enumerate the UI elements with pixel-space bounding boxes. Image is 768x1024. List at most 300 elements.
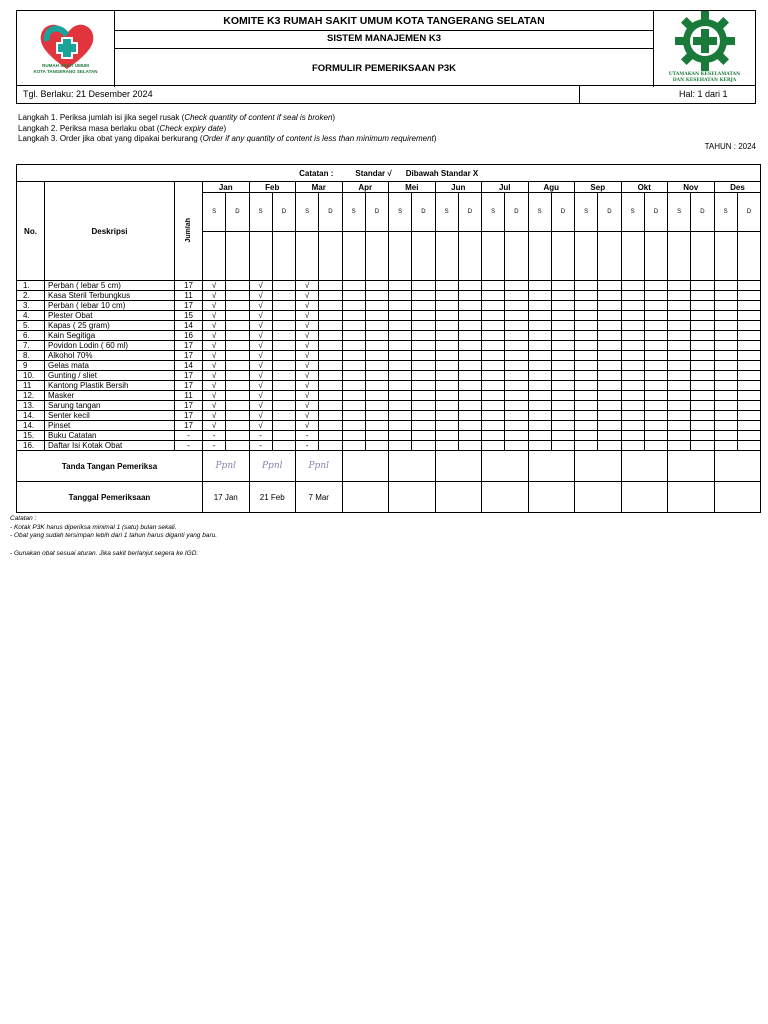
instruction-steps: [18, 113, 436, 145]
check-cell: [342, 361, 365, 371]
check-cell: [365, 301, 388, 311]
row-description: Senter kecil: [45, 411, 175, 421]
check-cell: [505, 321, 528, 331]
check-cell: [505, 311, 528, 321]
row-no: 9: [17, 361, 45, 371]
check-cell: [668, 431, 691, 441]
table-row: [17, 421, 761, 431]
check-cell: [482, 391, 505, 401]
check-cell: [365, 401, 388, 411]
check-cell: [272, 401, 295, 411]
check-cell: [551, 411, 574, 421]
sub-d: D: [551, 193, 574, 232]
check-cell: [389, 431, 412, 441]
row-description: Gunting / sliet: [45, 371, 175, 381]
check-cell: [528, 391, 551, 401]
check-cell: [668, 311, 691, 321]
check-cell: [365, 281, 388, 291]
check-cell: [644, 361, 667, 371]
check-cell: [458, 301, 481, 311]
check-cell: [272, 361, 295, 371]
check-cell: [668, 401, 691, 411]
check-cell: -: [296, 431, 319, 441]
step-3: Langkah 3. Order jika obat yang dipakai berkurang (Order if any quantity of content is less than minimum requirement): [18, 134, 437, 143]
table-row: [17, 381, 761, 391]
check-cell: [621, 391, 644, 401]
check-cell: √: [203, 341, 226, 351]
check-cell: √: [249, 281, 272, 291]
check-cell: √: [249, 341, 272, 351]
table-row: [17, 361, 761, 371]
check-cell: [342, 421, 365, 431]
blank-cell: [482, 232, 505, 281]
check-cell: √: [203, 411, 226, 421]
k3-logo-text: UTAMAKAN KESELAMATAN: [668, 72, 741, 77]
check-cell: [272, 331, 295, 341]
check-cell: [342, 381, 365, 391]
check-cell: [714, 421, 737, 431]
check-cell: [505, 371, 528, 381]
blank-cell: [714, 232, 737, 281]
check-cell: √: [203, 291, 226, 301]
check-cell: [342, 401, 365, 411]
check-cell: [342, 311, 365, 321]
check-cell: [714, 291, 737, 301]
check-cell: [342, 331, 365, 341]
table-row: [17, 391, 761, 401]
row-description: Pinset: [45, 421, 175, 431]
signature-cell: [482, 451, 529, 482]
check-cell: [528, 331, 551, 341]
check-cell: [714, 381, 737, 391]
check-cell: √: [249, 361, 272, 371]
check-cell: [319, 361, 342, 371]
step-1: Langkah 1. Periksa jumlah isi jika segel rusak (Check quantity of content if seal is broken): [18, 113, 336, 122]
check-cell: [528, 371, 551, 381]
month-header: Nov: [668, 182, 715, 193]
check-cell: [505, 341, 528, 351]
check-cell: √: [296, 391, 319, 401]
date-cell: [389, 482, 436, 513]
check-cell: [435, 371, 458, 381]
check-cell: [644, 291, 667, 301]
check-cell: √: [296, 341, 319, 351]
check-cell: [226, 411, 249, 421]
check-cell: [435, 341, 458, 351]
check-cell: [691, 281, 714, 291]
date-cell: [621, 482, 668, 513]
check-cell: [319, 281, 342, 291]
check-cell: [505, 301, 528, 311]
blank-cell: [575, 232, 598, 281]
legend-standard: Standar √: [355, 168, 392, 178]
check-cell: √: [249, 321, 272, 331]
table-row: [17, 371, 761, 381]
check-cell: [644, 311, 667, 321]
check-cell: [528, 441, 551, 451]
col-no: No.: [17, 182, 45, 281]
check-cell: [319, 341, 342, 351]
check-cell: [644, 391, 667, 401]
check-cell: [691, 331, 714, 341]
sub-d: D: [412, 193, 435, 232]
check-cell: [319, 411, 342, 421]
check-cell: [389, 341, 412, 351]
check-cell: [714, 331, 737, 341]
check-cell: [458, 321, 481, 331]
check-cell: [389, 311, 412, 321]
col-description: Deskripsi: [45, 182, 175, 281]
row-description: Sarung tangan: [45, 401, 175, 411]
check-cell: √: [203, 401, 226, 411]
check-cell: [482, 441, 505, 451]
check-cell: √: [249, 401, 272, 411]
check-cell: [342, 441, 365, 451]
check-cell: [226, 351, 249, 361]
check-cell: [272, 281, 295, 291]
row-no: 10.: [17, 371, 45, 381]
check-cell: [482, 281, 505, 291]
check-cell: √: [296, 361, 319, 371]
check-cell: [412, 401, 435, 411]
row-no: 8.: [17, 351, 45, 361]
check-cell: [226, 371, 249, 381]
table-row: [17, 301, 761, 311]
date-cell: [575, 482, 622, 513]
check-cell: [551, 351, 574, 361]
table-row: [17, 341, 761, 351]
row-description: Daftar Isi Kotak Obat: [45, 441, 175, 451]
check-cell: [458, 441, 481, 451]
check-cell: [575, 391, 598, 401]
check-cell: [505, 391, 528, 401]
month-header: Jan: [203, 182, 250, 193]
check-cell: [714, 401, 737, 411]
check-cell: [412, 311, 435, 321]
signature-label: Tanda Tangan Pemeriksa: [17, 451, 203, 482]
sub-d: D: [365, 193, 388, 232]
check-cell: [458, 431, 481, 441]
check-cell: -: [203, 441, 226, 451]
check-cell: [598, 381, 621, 391]
check-cell: [644, 381, 667, 391]
check-cell: √: [296, 371, 319, 381]
check-cell: [458, 281, 481, 291]
check-cell: [272, 441, 295, 451]
blank-cell: [249, 232, 272, 281]
check-cell: [482, 381, 505, 391]
blank-cell: [365, 232, 388, 281]
check-cell: [644, 411, 667, 421]
check-cell: [505, 331, 528, 341]
check-cell: [389, 391, 412, 401]
check-cell: √: [296, 321, 319, 331]
date-cell: 21 Feb: [249, 482, 296, 513]
check-cell: [458, 421, 481, 431]
check-cell: [435, 401, 458, 411]
table-row: [17, 311, 761, 321]
check-cell: [272, 421, 295, 431]
check-cell: [714, 351, 737, 361]
check-cell: [365, 311, 388, 321]
check-cell: [272, 291, 295, 301]
check-cell: [737, 341, 761, 351]
sub-s: S: [203, 193, 226, 232]
check-cell: [714, 321, 737, 331]
org-title: KOMITE K3 RUMAH SAKIT UMUM KOTA TANGERANG SELATAN: [223, 15, 545, 27]
check-cell: [319, 351, 342, 361]
row-quantity: 15: [175, 311, 203, 321]
check-cell: [644, 401, 667, 411]
check-cell: [528, 311, 551, 321]
legend-catatan: Catatan :: [299, 168, 334, 178]
table-row: [17, 441, 761, 451]
check-cell: [621, 311, 644, 321]
row-description: Perban ( lebar 5 cm): [45, 281, 175, 291]
row-description: Povidon Lodin ( 60 ml): [45, 341, 175, 351]
sub-d: D: [505, 193, 528, 232]
row-description: Perban ( lebar 10 cm): [45, 301, 175, 311]
sub-s: S: [342, 193, 365, 232]
check-cell: [737, 361, 761, 371]
check-cell: √: [203, 311, 226, 321]
check-cell: [272, 391, 295, 401]
row-no: 7.: [17, 341, 45, 351]
check-cell: [551, 341, 574, 351]
check-cell: [575, 431, 598, 441]
check-cell: [319, 391, 342, 401]
check-cell: [458, 411, 481, 421]
check-cell: [528, 291, 551, 301]
month-header: Agu: [528, 182, 575, 193]
sub-s: S: [668, 193, 691, 232]
check-cell: [365, 351, 388, 361]
check-cell: [342, 281, 365, 291]
check-cell: [575, 361, 598, 371]
signature-cell: [435, 451, 482, 482]
check-cell: √: [249, 311, 272, 321]
check-cell: [272, 371, 295, 381]
note-item: - Gunakan obat sesuai aturan. Jika sakit berlanjut segera ke IGD.: [10, 549, 199, 557]
check-cell: [551, 401, 574, 411]
check-cell: [226, 281, 249, 291]
check-cell: √: [296, 281, 319, 291]
check-cell: [226, 291, 249, 301]
check-cell: [714, 371, 737, 381]
row-quantity: 14: [175, 321, 203, 331]
check-cell: [412, 421, 435, 431]
check-cell: [435, 311, 458, 321]
date-cell: 7 Mar: [296, 482, 343, 513]
row-description: Masker: [45, 391, 175, 401]
check-cell: [714, 311, 737, 321]
check-cell: [435, 291, 458, 301]
check-cell: [505, 351, 528, 361]
hospital-logo-text: RUMAH SAKIT UMUM: [42, 63, 89, 68]
check-cell: [505, 381, 528, 391]
sub-d: D: [691, 193, 714, 232]
check-cell: [598, 341, 621, 351]
check-cell: [226, 341, 249, 351]
sub-s: S: [296, 193, 319, 232]
check-cell: [435, 361, 458, 371]
row-no: 1.: [17, 281, 45, 291]
signature-cell: [342, 451, 389, 482]
check-cell: [737, 281, 761, 291]
check-cell: [458, 291, 481, 301]
check-cell: [575, 301, 598, 311]
check-cell: [528, 351, 551, 361]
check-cell: [668, 371, 691, 381]
sub-d: D: [319, 193, 342, 232]
date-label: Tanggal Pemeriksaan: [17, 482, 203, 513]
check-cell: [668, 321, 691, 331]
signature-cell: [668, 451, 715, 482]
check-cell: [575, 331, 598, 341]
check-cell: [644, 301, 667, 311]
row-no: 14.: [17, 411, 45, 421]
signature-cell: Ppnl: [203, 451, 250, 482]
row-description: Kantong Plastik Bersih: [45, 381, 175, 391]
notes-title: Catatan :: [10, 515, 37, 522]
check-cell: √: [249, 291, 272, 301]
check-cell: [551, 371, 574, 381]
row-quantity: 17: [175, 401, 203, 411]
check-cell: [551, 301, 574, 311]
check-cell: [272, 411, 295, 421]
check-cell: [737, 411, 761, 421]
check-cell: [737, 371, 761, 381]
check-cell: [389, 441, 412, 451]
signature-cell: [389, 451, 436, 482]
check-cell: [505, 421, 528, 431]
check-cell: -: [249, 431, 272, 441]
row-quantity: 11: [175, 391, 203, 401]
row-description: Kain Segitiga: [45, 331, 175, 341]
check-cell: [482, 291, 505, 301]
check-cell: [226, 441, 249, 451]
check-cell: √: [249, 381, 272, 391]
check-cell: [319, 301, 342, 311]
check-cell: [458, 331, 481, 341]
check-cell: [691, 311, 714, 321]
date-cell: 17 Jan: [203, 482, 250, 513]
check-cell: [505, 281, 528, 291]
date-cell: [482, 482, 529, 513]
check-cell: [737, 441, 761, 451]
check-cell: [575, 381, 598, 391]
sub-d: D: [458, 193, 481, 232]
row-no: 6.: [17, 331, 45, 341]
check-cell: [272, 381, 295, 391]
check-cell: [598, 321, 621, 331]
month-header: Jun: [435, 182, 482, 193]
blank-cell: [528, 232, 551, 281]
check-cell: [412, 331, 435, 341]
check-cell: [598, 291, 621, 301]
check-cell: [737, 401, 761, 411]
check-cell: [668, 381, 691, 391]
check-cell: [389, 321, 412, 331]
row-quantity: 17: [175, 281, 203, 291]
check-cell: -: [249, 441, 272, 451]
check-cell: [551, 391, 574, 401]
month-header: Apr: [342, 182, 389, 193]
check-cell: [482, 361, 505, 371]
check-cell: [435, 321, 458, 331]
check-cell: [458, 341, 481, 351]
check-cell: [319, 441, 342, 451]
col-quantity: [175, 182, 203, 281]
check-cell: [737, 391, 761, 401]
check-cell: [365, 381, 388, 391]
row-no: 14.: [17, 421, 45, 431]
check-cell: [737, 311, 761, 321]
check-cell: [435, 431, 458, 441]
check-cell: [505, 441, 528, 451]
check-cell: [342, 291, 365, 301]
check-cell: [342, 431, 365, 441]
check-cell: [342, 321, 365, 331]
check-cell: [551, 361, 574, 371]
blank-cell: [691, 232, 714, 281]
notes: [10, 515, 217, 558]
sub-d: D: [598, 193, 621, 232]
check-cell: [319, 331, 342, 341]
check-cell: [272, 301, 295, 311]
check-cell: √: [296, 381, 319, 391]
check-cell: [226, 421, 249, 431]
row-quantity: 17: [175, 421, 203, 431]
check-cell: [714, 281, 737, 291]
row-no: 4.: [17, 311, 45, 321]
hospital-logo-subtext: KOTA TANGERANG SELATAN: [33, 68, 98, 74]
check-cell: [575, 441, 598, 451]
form-header: [16, 10, 756, 86]
check-cell: [226, 361, 249, 371]
check-cell: √: [249, 411, 272, 421]
check-cell: [598, 441, 621, 451]
table-row: [17, 321, 761, 331]
signature-cell: [621, 451, 668, 482]
month-header: Okt: [621, 182, 668, 193]
check-cell: [621, 421, 644, 431]
system-title: SISTEM MANAJEMEN K3: [326, 33, 441, 44]
blank-cell: [668, 232, 691, 281]
check-cell: [644, 321, 667, 331]
check-cell: [389, 371, 412, 381]
check-cell: [621, 341, 644, 351]
signature-cell: [714, 451, 761, 482]
check-cell: [621, 441, 644, 451]
check-cell: [412, 321, 435, 331]
check-cell: [389, 401, 412, 411]
signature-cell: [528, 451, 575, 482]
check-cell: [528, 361, 551, 371]
check-cell: √: [249, 301, 272, 311]
check-cell: √: [203, 301, 226, 311]
blank-cell: [621, 232, 644, 281]
check-cell: [598, 331, 621, 341]
check-cell: [528, 381, 551, 391]
check-cell: [389, 361, 412, 371]
check-cell: [621, 291, 644, 301]
check-cell: [412, 291, 435, 301]
check-cell: [342, 391, 365, 401]
check-cell: [668, 281, 691, 291]
check-cell: [668, 301, 691, 311]
subheader: [16, 86, 756, 104]
